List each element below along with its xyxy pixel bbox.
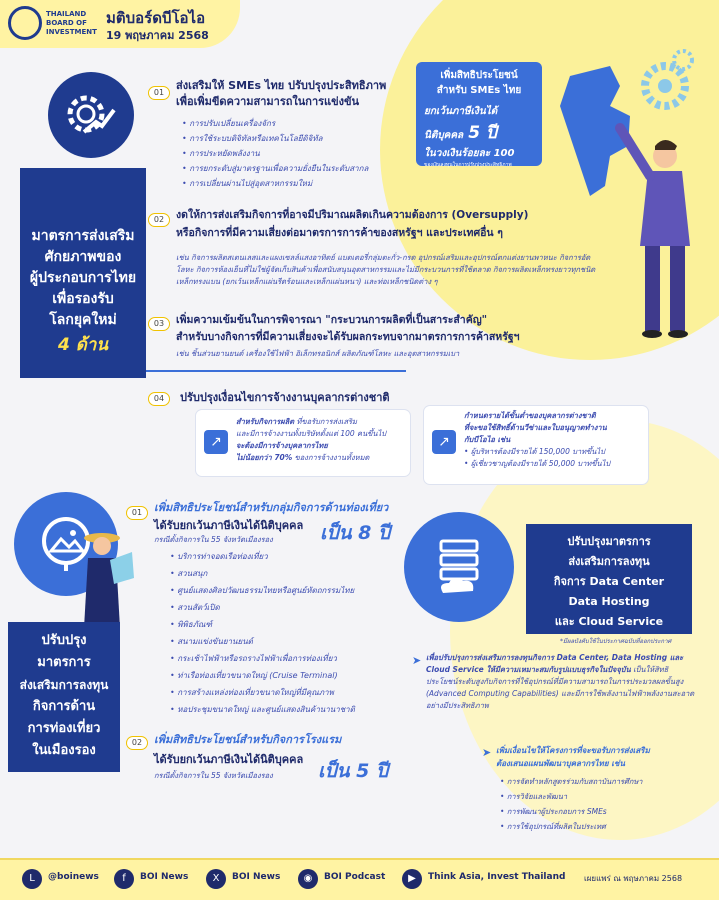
item-subtitle: ได้รับยกเว้นภาษีเงินได้นิติบุคคล xyxy=(154,519,304,532)
para-bold: ต้องเสนอแผนพัฒนาบุคลากรไทย เช่น xyxy=(496,759,625,768)
info-card xyxy=(424,406,648,484)
bullet-list xyxy=(182,116,368,191)
chart-icon: ↗ xyxy=(432,430,456,454)
item-number: 04 xyxy=(148,392,170,406)
server-cloud-icon xyxy=(404,512,514,622)
item-number: 03 xyxy=(148,317,170,331)
panel-line: การท่องเที่ยว xyxy=(27,721,101,736)
panel-line: มาตรการ xyxy=(37,655,91,670)
list-item: • การประหยัดพลังงาน xyxy=(182,146,368,161)
card-bold: สำหรับกิจการผลิต xyxy=(236,417,295,426)
card-text: ที่จะขอใช้สิทธิ์ด้านวีซ่าและใบอนุญาตทำงาน xyxy=(464,423,607,432)
item-number: 02 xyxy=(148,213,170,227)
list-item: • สวนสัตว์เปิด xyxy=(170,599,355,616)
para-bold: เพิ่มเงื่อนไขให้โครงการที่จะขอรับการส่งเสริม xyxy=(496,746,650,755)
list-item: • การใช้อุปกรณ์ที่ผลิตในประเทศ xyxy=(500,819,643,834)
list-item: • การสร้างแหล่งท่องเที่ยวขนาดใหญ่ที่มีคุณภาพ xyxy=(170,684,355,701)
list-item: • พิพิธภัณฑ์ xyxy=(170,616,355,633)
facebook-icon[interactable]: f xyxy=(114,869,134,889)
panel-line: ผู้ประกอบการไทย xyxy=(29,270,137,286)
section2-panel xyxy=(8,622,120,772)
promo-title: สำหรับ SMEs ไทย xyxy=(436,85,522,96)
list-item: • การใช้ระบบดิจิทัลหรือเทคโนโลยีดิจิทัล xyxy=(182,131,368,146)
item-title: หรือกิจการที่มีความเสี่ยงต่อมาตรการการค้าของสหรัฐฯ และประเทศอื่น ๆ xyxy=(176,227,503,239)
item-number: 01 xyxy=(126,506,148,520)
podcast-icon[interactable]: ◉ xyxy=(298,869,318,889)
footer-link[interactable]: BOI Podcast xyxy=(324,872,386,882)
item-note: กรณีตั้งกิจการใน 55 จังหวัดเมืองรอง xyxy=(154,771,273,780)
panel-line: มาตรการส่งเสริม xyxy=(31,228,135,244)
promo-highlight: 5 ปี xyxy=(468,123,497,143)
footer-link[interactable]: BOI News xyxy=(232,872,281,882)
divider xyxy=(146,370,406,372)
list-item: • การปรับเปลี่ยนเครื่องจักร xyxy=(182,116,368,131)
section3-panel xyxy=(526,524,692,634)
list-item: • ท่าเรือท่องเที่ยวขนาดใหญ่ (Cruise Terminal) xyxy=(170,667,355,684)
panel-line: กิจการด้าน xyxy=(32,699,96,714)
list-item: • ผู้เชี่ยวชาญต้องมีรายได้ 50,000 บาทขึ้นไป xyxy=(464,459,611,468)
list-item: • การพัฒนาผู้ประกอบการ SMEs xyxy=(500,804,643,819)
panel-line: ศักยภาพของ xyxy=(44,249,122,265)
promo-note: ของเงินลงทุนในการปรับปรุงประสิทธิภาพ xyxy=(424,162,512,168)
bullet-list xyxy=(500,774,643,834)
item-number: 01 xyxy=(148,86,170,100)
promo-line: นิติบุคคล xyxy=(424,130,464,141)
item-title: สำหรับบางกิจการที่มีความเสี่ยงจะได้รับผลกระทบจากมาตรการการค้าสหรัฐฯ xyxy=(176,331,520,343)
highlight-years: เป็น 8 ปี xyxy=(320,522,391,544)
panel-line: ส่งเสริมการลงทุน xyxy=(568,555,650,568)
arrow-icon: ➤ xyxy=(412,654,422,667)
chart-icon: ↗ xyxy=(204,430,228,454)
item-title: เพิ่มสิทธิประโยชน์สำหรับกลุ่มกิจการด้านท่องเที่ยว xyxy=(154,501,389,514)
list-item: • สนามแข่งขันยานยนต์ xyxy=(170,633,355,650)
line-icon[interactable]: L xyxy=(22,869,42,889)
item-note: เช่น กิจการผลิตสเตนเลสและแผงเซลล์แสงอาทิตย์ แบตเตอรี่กลุ่มตะกั่ว-กรด อุปกรณ์เสริมและอุปกรณ์ตกแต่งยานพาหนะ กิจการอัดโลหะ กิจการห้องเย็นที่ไม่ใช่ผู้จัดเก็บสินค้าเพื่อสนับสนุนอุตสาหกรรมและไม่มีกระบวนการที่ใช้ตลาด กิจการผลิตเหล็กทรงยาวทุกชนิด เหล็กทรงแบน (ยกเว้นเหล็กแผ่นรีดร้อนและเหล็กแผ่นหนา) และท่อเหล็กชนิดต่าง ๆ xyxy=(176,253,596,286)
promo-line: ยกเว้นภาษีเงินได้ xyxy=(424,106,498,117)
item-number: 02 xyxy=(126,736,148,750)
footer-link[interactable]: Think Asia, Invest Thailand xyxy=(428,872,566,882)
logo-text: THAILAND BOARD OF INVESTMENT xyxy=(46,10,97,36)
para-text: เป็นให้สิทธิประโยชน์ระดับสูงกับกิจการที่ใช้อุปกรณ์ที่มีความสามารถในการประมวลผลขั้นสูง (Advanced Computing Capabilities) และมีการใช้พลังงานไฟฟ้าพลังงานสะอาดอย่างมีประสิทธิภาพ xyxy=(426,665,695,710)
list-item: • การวิจัยและพัฒนา xyxy=(500,789,643,804)
panel-accent: 4 ด้าน xyxy=(58,335,108,355)
item-note: กรณีตั้งกิจการใน 55 จังหวัดเมืองรอง xyxy=(154,535,273,544)
item-title: ปรับปรุงเงื่อนไขการจ้างงานบุคลากรต่างชาติ xyxy=(180,391,390,404)
promo-box xyxy=(416,62,542,166)
section1-panel xyxy=(20,168,146,378)
footer xyxy=(0,858,719,900)
card-text: กำหนดรายได้ขั้นต่ำของบุคลากรต่างชาติ xyxy=(464,411,596,420)
info-card xyxy=(196,410,410,476)
list-item: • หอประชุมขนาดใหญ่ และศูนย์แสดงสินค้านานาชาติ xyxy=(170,701,355,718)
item-note: เช่น ชิ้นส่วนยานยนต์ เครื่องใช้ไฟฟ้า อิเล็กทรอนิกส์ ผลิตภัณฑ์โลหะ และอุตสาหกรรมเบา xyxy=(176,349,460,358)
panel-line: ปรับปรุงมาตรการ xyxy=(567,535,651,548)
header xyxy=(0,0,240,48)
list-item: • การยกระดับสู่มาตรฐานเพื่อความยั่งยืนในระดับสากล xyxy=(182,161,368,176)
item-title: งดให้การส่งเสริมกิจการที่อาจมีปริมาณผลิตเกินความต้องการ (Oversupply) xyxy=(176,209,529,221)
paragraph xyxy=(426,652,696,712)
footer-link[interactable]: BOI News xyxy=(140,872,189,882)
panel-line: โลกยุคใหม่ xyxy=(49,312,117,328)
item-title: เพื่อเพิ่มขีดความสามารถในการแข่งขัน xyxy=(176,95,360,108)
list-item: • ศูนย์แสดงศิลปวัฒนธรรมไทยหรือศูนย์หัตถกรรมไทย xyxy=(170,582,355,599)
para-bold: เพื่อปรับปรุงการส่งเสริมการลงทุนกิจการ Data Center, Data Hosting และ Cloud Service ให้มีความเหมาะสมกับรูปแบบธุรกิจในปัจจุบัน xyxy=(426,653,684,674)
x-icon[interactable]: X xyxy=(206,869,226,889)
card-text: ของการจ้างงานทั้งหมด xyxy=(294,453,370,462)
page-date: 19 พฤษภาคม 2568 xyxy=(106,29,209,42)
traveler-illustration xyxy=(80,528,140,628)
list-item: • การจัดทำหลักสูตรร่วมกับสถาบันการศึกษา xyxy=(500,774,643,789)
list-item: • บริการท่าจอดเรือท่องเที่ยว xyxy=(170,548,355,565)
panel-line: Data Hosting xyxy=(568,595,650,608)
promo-title: เพิ่มสิทธิประโยชน์ xyxy=(440,70,518,81)
list-item: • กระเช้าไฟฟ้าหรือรถรางไฟฟ้าเพื่อการท่องเที่ยว xyxy=(170,650,355,667)
card-text: ที่ขอรับการส่งเสริม xyxy=(296,417,357,426)
panel-line: ส่งเสริมการลงทุน xyxy=(19,678,109,692)
panel-line: ในเมืองรอง xyxy=(32,743,96,758)
thailand-map-illustration xyxy=(550,46,719,346)
panel-line: เพื่อรองรับ xyxy=(52,291,114,307)
list-item: • การเปลี่ยนผ่านไปสู่อุตสาหกรรมใหม่ xyxy=(182,176,368,191)
item-title: เพิ่มความเข้มข้นในการพิจารณา "กระบวนการผลิตที่เป็นสาระสำคัญ" xyxy=(176,314,488,326)
bullet-list xyxy=(170,548,355,718)
settings-chart-icon xyxy=(48,72,134,158)
footer-link[interactable]: @boinews xyxy=(48,872,99,882)
item-title: เพิ่มสิทธิประโยชน์สำหรับกิจการโรงแรม xyxy=(154,733,342,746)
card-text: และมีการจ้างงานทั้งบริษัทตั้งแต่ 100 คนขึ้นไป xyxy=(236,429,386,438)
promo-line: ในวงเงินร้อยละ 100 xyxy=(424,148,515,159)
page-title: มติบอร์ดบีโอไอ xyxy=(106,9,206,27)
item-subtitle: ได้รับยกเว้นภาษีเงินได้นิติบุคคล xyxy=(154,753,304,766)
footnote: *มีผลบังคับใช้ในประกาศฉบับที่ออกประกาศ xyxy=(560,638,672,645)
list-item: • สวนสนุก xyxy=(170,565,355,582)
highlight-years: เป็น 5 ปี xyxy=(318,760,389,782)
item-title: ส่งเสริมให้ SMEs ไทย ปรับปรุงประสิทธิภาพ xyxy=(176,79,387,92)
panel-line: ปรับปรุง xyxy=(41,633,87,648)
card-text: กับบีโอไอ เช่น xyxy=(464,435,511,444)
publish-date: เผยแพร่ ณ พฤษภาคม 2568 xyxy=(584,874,683,883)
arrow-icon: ➤ xyxy=(482,746,492,759)
panel-line: และ Cloud Service xyxy=(554,615,664,628)
panel-line: กิจการ Data Center xyxy=(553,575,665,588)
card-bold: ไม่น้อยกว่า 70% xyxy=(236,453,293,462)
card-text: จะต้องมีการจ้างบุคลากรไทย xyxy=(236,441,328,450)
boi-logo xyxy=(8,6,96,42)
list-item: • ผู้บริหารต้องมีรายได้ 150,000 บาทขึ้นไป xyxy=(464,447,605,456)
youtube-icon[interactable]: ▶ xyxy=(402,869,422,889)
